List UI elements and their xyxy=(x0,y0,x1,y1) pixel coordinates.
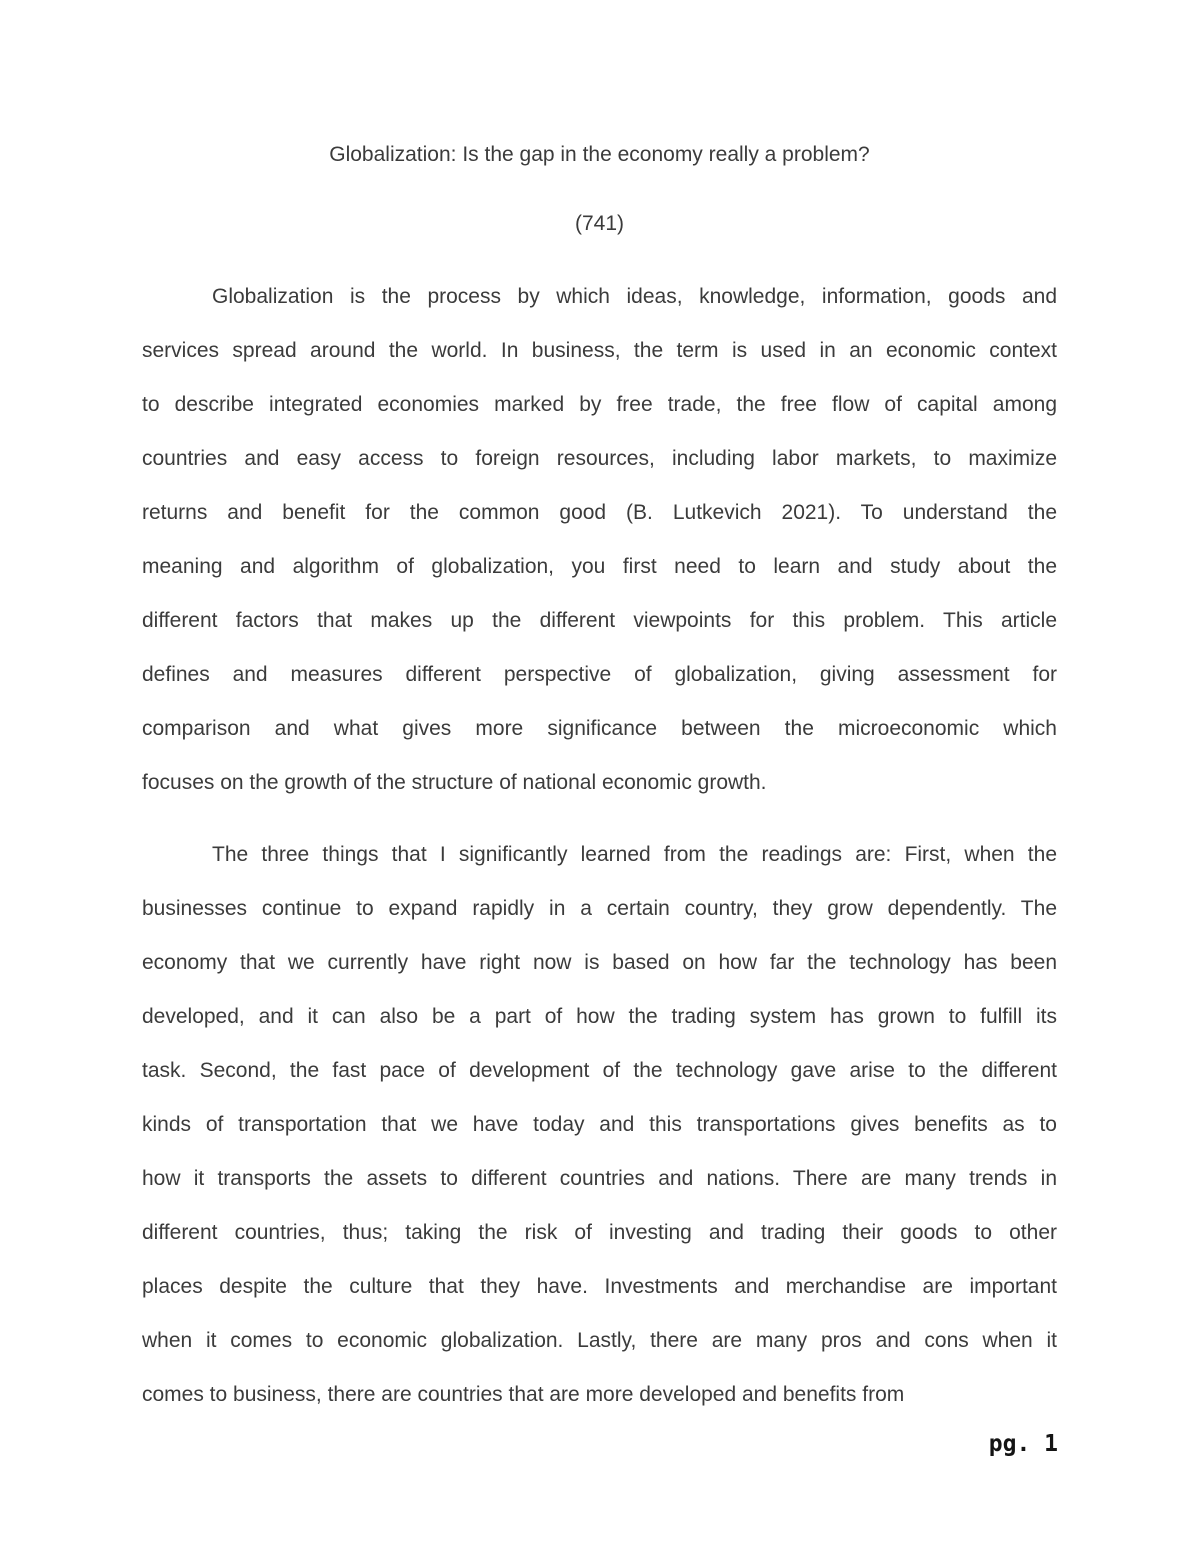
paragraph xyxy=(142,270,1057,810)
page-footer xyxy=(989,1430,1058,1458)
essay-line: when it comes to economic globalization. Lastly, there are many pros and cons when it xyxy=(142,1329,1057,1352)
essay-line: meaning and algorithm of globalization, you first need to learn and study about the xyxy=(142,555,1057,578)
word-count: (741) xyxy=(574,212,625,235)
essay-line: returns and benefit for the common good (B. Lutkevich 2021). To understand the xyxy=(142,501,1057,524)
page-number: pg. 1 xyxy=(988,1431,1058,1457)
essay-line: countries and easy access to foreign resources, including labor markets, to maximize xyxy=(142,447,1057,470)
essay-line: different countries, thus; taking the risk of investing and trading their goods to other xyxy=(142,1221,1057,1244)
essay-line: how it transports the assets to different countries and nations. There are many trends in xyxy=(142,1167,1057,1190)
essay-line: economy that we currently have right now is based on how far the technology has been xyxy=(142,951,1057,974)
paragraph xyxy=(142,828,1057,1422)
essay-line: kinds of transportation that we have today and this transportations gives benefits as to xyxy=(142,1113,1057,1136)
document-title: Globalization: Is the gap in the economy really a problem? xyxy=(329,143,870,166)
essay-line: services spread around the world. In business, the term is used in an economic context xyxy=(142,339,1057,362)
essay-line: to describe integrated economies marked by free trade, the free flow of capital among xyxy=(142,393,1057,416)
essay-line: comparison and what gives more significance between the microeconomic which xyxy=(142,717,1057,740)
essay-line: businesses continue to expand rapidly in a certain country, they grow dependently. The xyxy=(142,897,1057,920)
essay-line: comes to business, there are countries that are more developed and benefits from xyxy=(142,1383,905,1406)
essay-line: developed, and it can also be a part of how the trading system has grown to fulfill its xyxy=(142,1005,1057,1028)
essay-line: defines and measures different perspective of globalization, giving assessment for xyxy=(142,663,1057,686)
document-body xyxy=(0,141,1200,1422)
essay-line: The three things that I significantly learned from the readings are: First, when the xyxy=(212,843,1057,866)
essay-line: focuses on the growth of the structure of national economic growth. xyxy=(142,771,767,794)
essay-line: Globalization is the process by which ideas, knowledge, information, goods and xyxy=(212,285,1057,308)
essay-line: places despite the culture that they have. Investments and merchandise are important xyxy=(142,1275,1057,1298)
essay-line: different factors that makes up the different viewpoints for this problem. This article xyxy=(142,609,1057,632)
essay-line: task. Second, the fast pace of development of the technology gave arise to the different xyxy=(142,1059,1057,1082)
